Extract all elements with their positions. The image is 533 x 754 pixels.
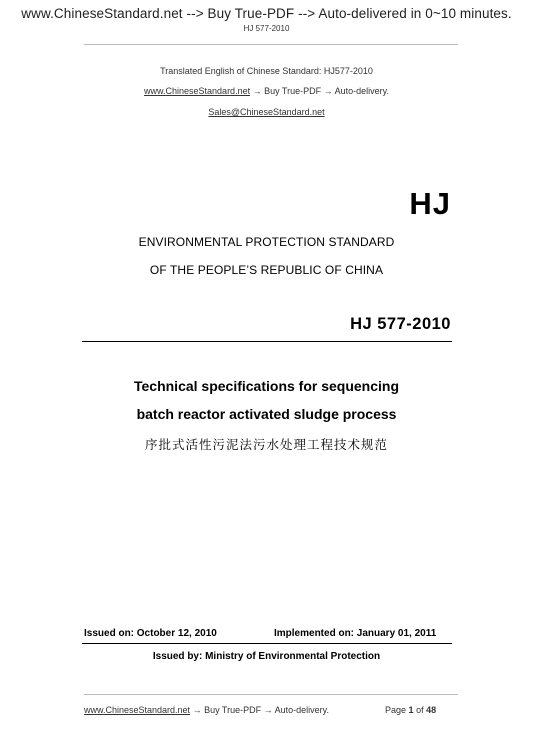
page-indicator xyxy=(385,705,436,715)
standard-body-line2: OF THE PEOPLE’S REPUBLIC OF CHINA xyxy=(149,263,384,277)
standard-number: HJ 577-2010 xyxy=(350,315,451,333)
buy-text: → Buy True-PDF → Auto-delivery. xyxy=(250,86,389,96)
page-of: of xyxy=(416,705,424,715)
sales-email-line xyxy=(0,107,533,117)
implemented-date: Implemented on: January 01, 2011 xyxy=(274,628,437,639)
footer-divider xyxy=(84,694,458,695)
title-divider xyxy=(82,341,452,342)
footer-buy-line xyxy=(84,705,329,715)
footer-buy-text: → Buy True-PDF → Auto-delivery. xyxy=(190,705,329,715)
page-total: 48 xyxy=(426,705,437,715)
top-banner: www.ChineseStandard.net --> Buy True-PDF --> Auto-delivered in 0~10 minutes. xyxy=(21,6,512,21)
standard-body-line1: ENVIRONMENTAL PROTECTION STANDARD xyxy=(138,235,395,249)
title-chinese: 序批式活性污泥法污水处理工程技术规范 xyxy=(144,437,388,452)
issuing-authority: Issued by: Ministry of Environmental Protection xyxy=(152,651,381,662)
page-current: 1 xyxy=(408,705,414,715)
translated-notice: Translated English of Chinese Standard: HJ577-2010 xyxy=(160,66,373,76)
title-en-line1: Technical specifications for sequencing xyxy=(133,378,400,394)
title-en-line2: batch reactor activated sludge process xyxy=(136,406,397,422)
site-link[interactable]: www.ChineseStandard.net xyxy=(144,86,251,96)
header-divider xyxy=(84,44,458,45)
dates-divider xyxy=(82,643,452,644)
sales-email-link[interactable]: Sales@ChineseStandard.net xyxy=(208,107,325,117)
issued-date: Issued on: October 12, 2010 xyxy=(84,628,217,639)
page-label: Page xyxy=(385,705,407,715)
footer-site-link[interactable]: www.ChineseStandard.net xyxy=(84,705,191,715)
header-code: HJ 577-2010 xyxy=(243,24,290,33)
buy-line xyxy=(0,86,533,96)
hj-logo: HJ xyxy=(409,186,451,221)
